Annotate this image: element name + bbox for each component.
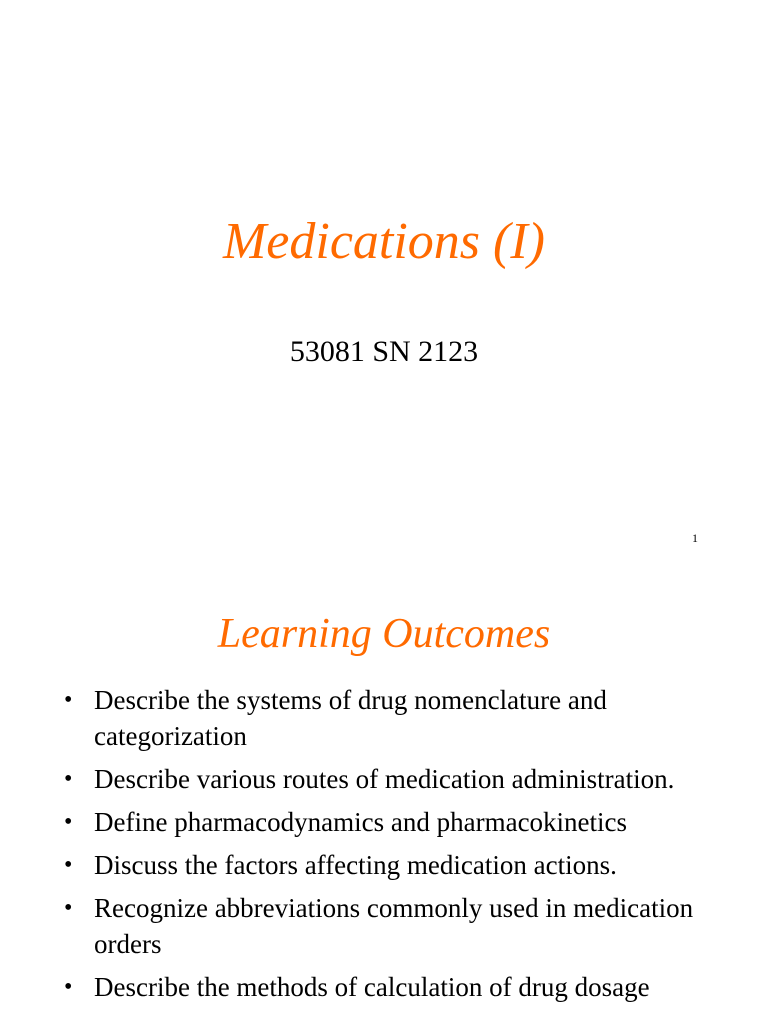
bullet-icon: •	[64, 895, 73, 921]
list-item	[64, 761, 724, 797]
bullet-icon: •	[64, 687, 73, 713]
outcome-text: Discuss the factors affecting medication actions.	[94, 850, 617, 880]
bullet-icon: •	[64, 766, 73, 792]
slide-learning-outcomes	[0, 576, 768, 1024]
course-code: 53081 SN 2123	[289, 335, 479, 368]
list-item	[64, 804, 724, 840]
list-item	[64, 890, 724, 962]
list-item	[64, 682, 724, 754]
bullet-icon: •	[64, 852, 73, 878]
slide-title-heading: Medications (I)	[222, 213, 545, 270]
outcome-text: Describe the methods of calculation of drug dosage	[94, 972, 650, 1002]
list-item	[64, 847, 724, 883]
bullet-icon: •	[64, 809, 73, 835]
outcome-text: Define pharmacodynamics and pharmacokinetics	[94, 807, 628, 837]
list-item	[64, 969, 724, 1005]
learning-outcomes-heading: Learning Outcomes	[217, 611, 551, 657]
outcomes-list	[64, 682, 724, 1012]
outcome-text: Describe the systems of drug nomenclature and categorization	[94, 685, 607, 751]
page-number: 1	[692, 531, 698, 545]
outcome-text: Describe various routes of medication administration.	[94, 764, 675, 794]
bullet-icon: •	[64, 974, 73, 1000]
outcome-text: Recognize abbreviations commonly used in medication orders	[94, 893, 694, 959]
